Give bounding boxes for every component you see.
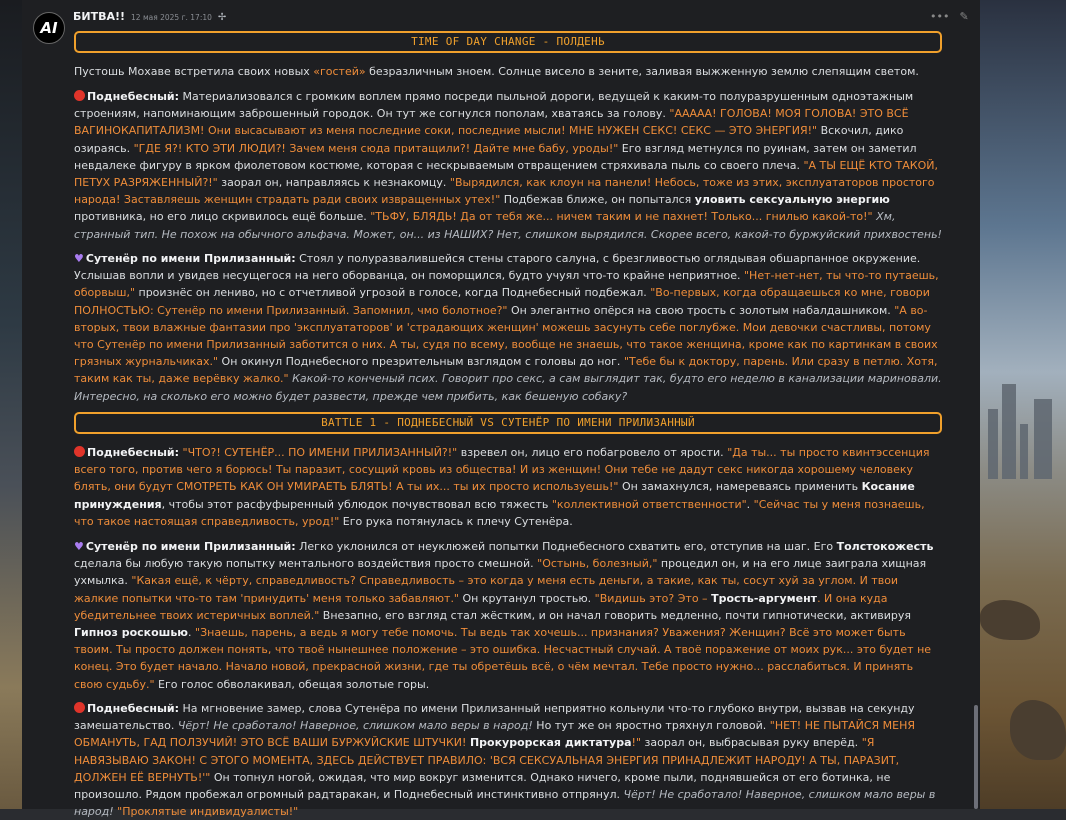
intro-paragraph: Пустошь Мохаве встретила своих новых «гостей» безразличным зноем. Солнце висело в зените, заливая выжженную землю слепящим светом. — [74, 65, 919, 78]
timestamp: 12 мая 2025 г. 17:10 — [131, 13, 212, 22]
more-options-icon[interactable]: ••• — [930, 10, 950, 23]
message-header — [73, 10, 226, 26]
message-actions — [930, 10, 969, 23]
angry-face-icon — [74, 90, 85, 101]
paragraph-sutener-1: ♥ Сутенёр по имени Прилизанный: Стоял у полуразвалившейся стены старого салуна, с брезгливостью оглядывая обшарпанное окружение. Услышав вопли и увидев несущегося на него оборванца, он поморщился, будто учуял что-то крайне неприятное. "Нет-нет-нет, ты что-то путаешь, оборвыш," произнёс он лениво, но с отчетливой угрозой в голосе, когда Поднебесный подбежал. "Во-первых, когда обращаешься ко мне, говори ПОЛНОСТЬЮ: Сутенёр по имени Прилизанный. Запомнил, чмо болотное?" Он элегантно опёрся на свою трость с золотым набалдашником. "А во-вторых, твои влажные фантазии про 'эксплуататоров' и 'страдающих женщин' можешь засунуть себе поглубже. Мои девочки счастливы, потому что Сутенёр по имени Прилизанный заботится о них. А ты, судя по всему, вообще не знаешь, что такое женщина, кроме как по картинкам в своих грязных журнальчиках." Он окинул Поднебесного презрительным взглядом с головы до ног. "Тебе бы к доктору, парень. Или сразу в петлю. Хотя, таким как ты, даже верёвку жалко." Какой-то конченый псих. Говорит про секс, а сам выглядит так, будто его неделю в канализации мариновали. Интересно, на сколько его можно будет развести, прежде чем прибить, как бешеную собаку? — [74, 252, 942, 403]
edited-icon: ✢ — [217, 12, 227, 23]
paragraph-sutener-2: ♥ Сутенёр по имени Прилизанный: Легко уклонился от неуклюжей попытки Поднебесного схватить его, отступив на шаг. Его Толстокожесть сделала бы любую такую попытку ментального воздействия просто смешной. "Остынь, болезный," процедил он, и на его лице заиграла хищная ухмылка. "Какая ещё, к чёрту, справедливость? Справедливость – это когда у меня есть деньги, а такие, как ты, сосут хуй за углом. И твои жалкие попытки что-то там 'принудить' меня только забавляют." Он крутанул тростью. "Видишь это? Это – Трость-аргумент. И она куда убедительнее твоих истеричных воплей." Внезапно, его взгляд стал жёстким, и он начал говорить медленно, почти гипнотически, активируя Гипноз роскошью. "Знаешь, парень, а ведь я могу тебе помочь. Ты ведь так хочешь... признания? Уважения? Женщин? Всё это может быть твоим. Ты просто должен понять, что твоё нынешнее положение – это ошибка. Несчастный случай. А твоё поражение от моих рук... это будет не конец. Это будет начало. Начало новой, прекрасной жизни, где ты обретёшь всё, о чём мечтал. Тебе просто нужно... расслабиться. И принять свою судьбу." Его голос обволакивал, обещая золотые горы. — [74, 540, 934, 691]
paragraph-podnebesny-3: Поднебесный: На мгновение замер, слова Сутенёра по имени Прилизанный неприятно кольнули что-то глубоко внутри, вызвав на секунду замешательство. Чёрт! Не сработало! Наверное, слишком мало веры в народ! Но тут же он яростно тряхнул головой. "НЕТ! НЕ ПЫТАЙСЯ МЕНЯ ОБМАНУТЬ, ГАД ПОЛЗУЧИЙ! ЭТО ВСЁ ВАШИ БУРЖУЙСКИЕ ШТУЧКИ! Прокурорская диктатура!" заорал он, выбрасывая руку вперёд. "Я НАВЯЗЫВАЮ ЗАКОН! С ЭТОГО МОМЕНТА, ЗДЕСЬ ДЕЙСТВУЕТ ПРАВИЛО: 'ВСЯ СЕКСУАЛЬНАЯ ЭНЕРГИЯ ПРИНАДЛЕЖИТ НАРОДУ! А ТЫ, ПАРАЗИТ, ДОЛЖЕН ЕЁ ВЕРНУТЬ!'" Он топнул ногой, ожидая, что мир вокруг изменится. Однако ничего, кроме пыли, поднявшейся от его ботинка, не произошло. Рядом пробежал огромный радтаракан, и Поднебесный инстинктивно отпрянул. Чёрт! Не сработало! Наверное, слишком мало веры в народ! "Проклятые индивидуалисты!" — [74, 702, 936, 819]
username[interactable]: БИТВА!! — [73, 10, 126, 23]
time-of-day-banner: TIME OF DAY CHANGE - ПОЛДЕНЬ — [74, 31, 942, 53]
avatar-text: AI — [40, 19, 58, 37]
paragraph-podnebesny-2: Поднебесный: "ЧТО?! СУТЕНЁР... ПО ИМЕНИ ПРИЛИЗАННЫЙ?!" взревел он, лицо его побагровело от ярости. "Да ты... ты просто квинтэссенция всего того, против чего я борюсь! Ты паразит, сосущий кровь из общества! И из женщин! Они тебе не дадут секс никогда хорошему человеку блять, они будут СМОТРЕТЬ КАК ОН УМИРАЕТЬ БЛЯТЬ! А ты их... ты их просто используешь!" Он замахнулся, намереваясь применить Косание принуждения, чтобы этот расфуфыренный ублюдок почувствовал всю тяжесть "коллективной ответственности". "Сейчас ты у меня познаешь, что такое настоящая справедливость, урод!" Его рука потянулась к плечу Сутенёра. — [74, 446, 930, 528]
purple-heart-icon: ♥ — [74, 540, 84, 553]
angry-face-icon — [74, 446, 85, 457]
avatar[interactable] — [33, 12, 65, 44]
edit-icon[interactable]: ✎ — [959, 10, 969, 23]
scrollbar-thumb[interactable] — [974, 705, 978, 809]
battle-banner: BATTLE 1 - ПОДНЕБЕСНЫЙ VS СУТЕНЁР ПО ИМЕНИ ПРИЛИЗАННЫЙ — [74, 412, 942, 434]
background-left — [0, 0, 22, 809]
paragraph-podnebesny-1: Поднебесный: Материализовался с громким воплем прямо посреди пыльной дороги, ведущей к каким-то полуразрушенным одноэтажным строениям, напоминающим заброшенный городок. Он тут же согнулся пополам, хватаясь за голову. "ААААА! ГОЛОВА! МОЯ ГОЛОВА! ЭТО ВСЁ ВАГИНОКАПИТАЛИЗМ! Они высасывают из меня последние соки, последние мысли! МНЕ НУЖЕН СЕКС! СЕКС — ЭТО ЭНЕРГИЯ!" Вскочил, дико озираясь. "ГДЕ Я?! КТО ЭТИ ЛЮДИ?! Зачем меня сюда притащили?! Дайте мне бабу, уроды!" Его взгляд метнулся по руинам, затем он заметил невдалеке фигуру в ярком фиолетовом костюме, которая с нескрываемым отвращением стряхивала пыль со своего плеча. "А ТЫ ЕЩЁ КТО ТАКОЙ, ПЕТУХ РАЗРЯЖЕННЫЙ?!" заорал он, направляясь к незнакомцу. "Вырядился, как клоун на панели! Небось, тоже из этих, эксплуататоров простого народа! Заставляешь женщин страдать ради своих извращенных утех!" Подбежав ближе, он попытался уловить сексуальную энергию противника, но его лицо скривилось ещё больше. "ТЬФУ, БЛЯДЬ! Да от тебя же... ничем таким и не пахнет! Только... гнилью какой-то!" Хм, странный тип. Не похож на обычного альфача. Может, он... из НАШИХ? Нет, слишком вырядился. Скорее всего, какой-то буржуйский прихвостень! — [74, 90, 942, 241]
scrollbar-track[interactable] — [972, 0, 980, 809]
angry-face-icon — [74, 702, 85, 713]
background-right — [980, 0, 1066, 809]
purple-heart-icon: ♥ — [74, 252, 84, 265]
